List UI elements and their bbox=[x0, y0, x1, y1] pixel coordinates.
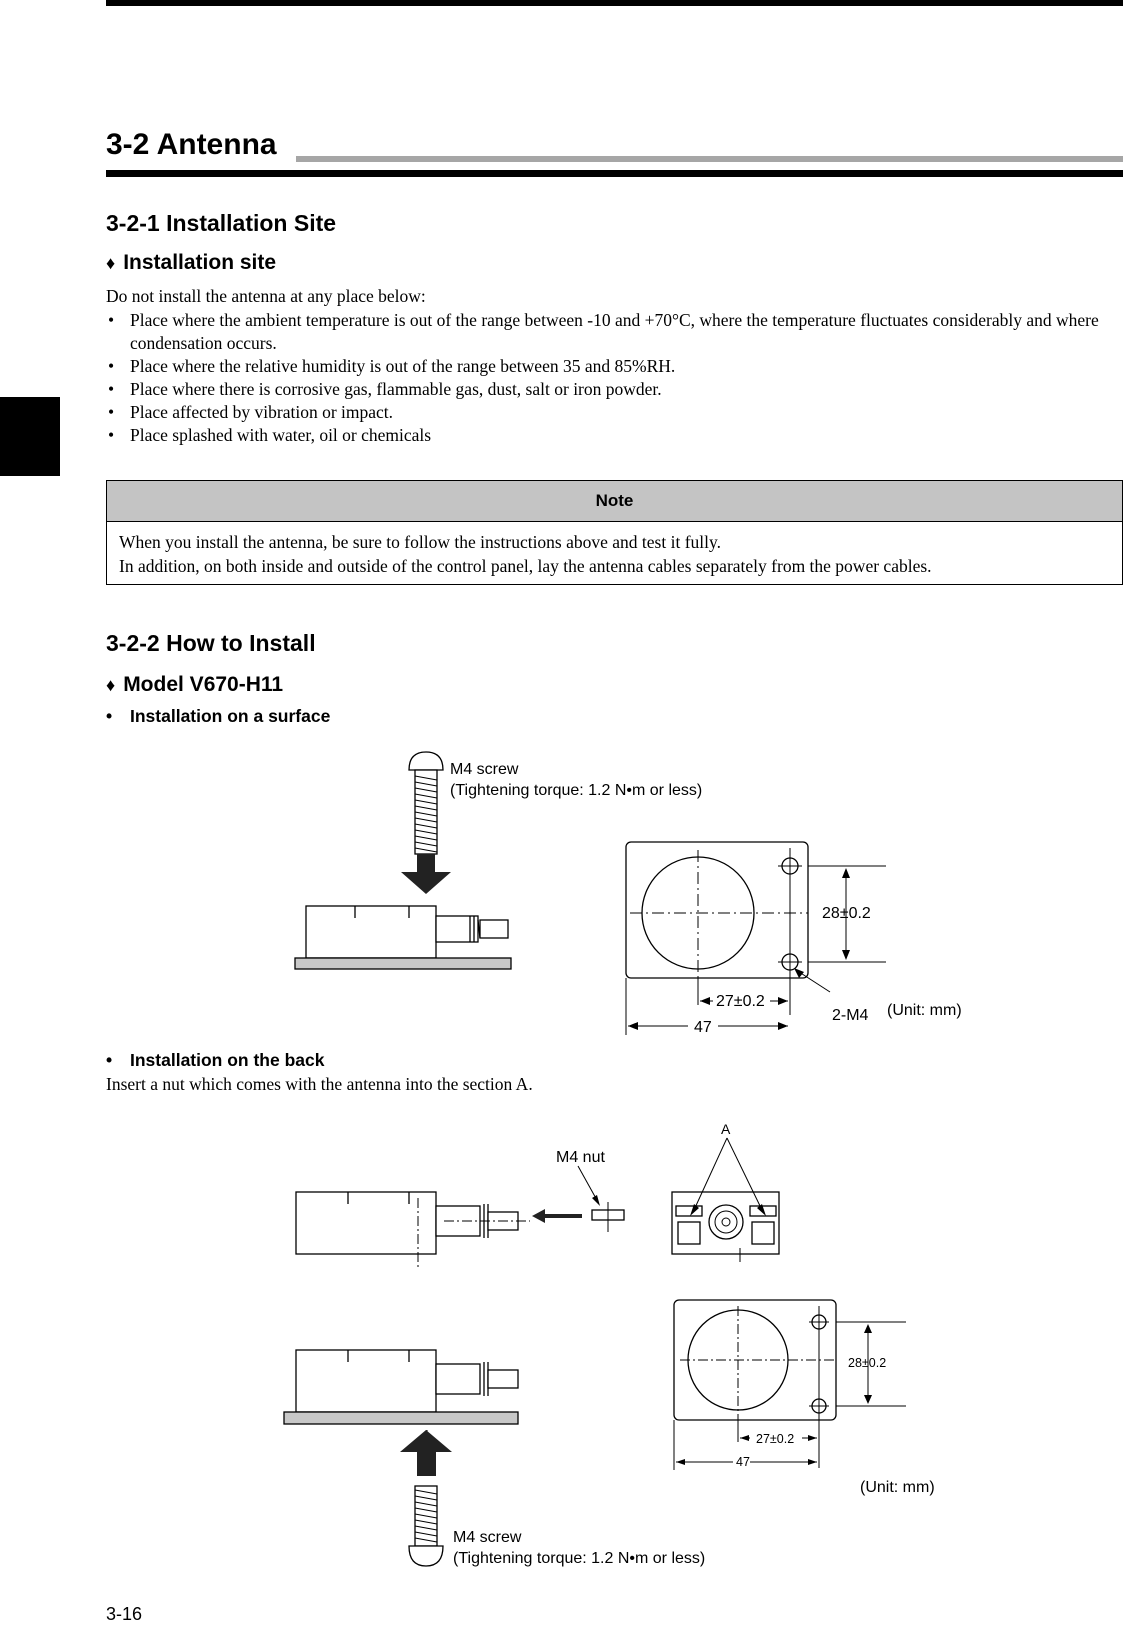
chapter-tab bbox=[0, 397, 60, 476]
top-rule bbox=[106, 0, 1123, 6]
model-label: Model V670-H11 bbox=[123, 673, 284, 696]
dim-width: 47 bbox=[694, 1019, 712, 1036]
back-text: Insert a nut which comes with the antenna into the section A. bbox=[106, 1074, 533, 1094]
mounting-plate-back bbox=[284, 1412, 518, 1424]
mounting-plate bbox=[295, 958, 511, 969]
surface-install-figure bbox=[0, 740, 1123, 1040]
nut-label: M4 nut bbox=[556, 1149, 605, 1166]
screw-label-back: M4 screw bbox=[453, 1529, 522, 1546]
list-item: • Place where the ambient temperature is out of the range between -10 and +70°C, where the temperature fluctuates considerably and where condensation occurs. bbox=[108, 310, 1099, 353]
antenna-top-view bbox=[626, 842, 808, 978]
up-arrow-icon bbox=[400, 1430, 452, 1476]
bullet-list bbox=[106, 309, 1123, 447]
antenna-body-side bbox=[306, 906, 436, 958]
unit-label-back: (Unit: mm) bbox=[860, 1479, 935, 1496]
dim-pitch-back: 27±0.2 bbox=[756, 1432, 795, 1446]
note-title: Note bbox=[107, 481, 1122, 522]
diamond-icon: ♦ bbox=[106, 675, 116, 695]
dim-pitch: 27±0.2 bbox=[716, 993, 765, 1010]
list-item: • Place where there is corrosive gas, flammable gas, dust, salt or iron powder. bbox=[108, 379, 662, 399]
surface-title: • Installation on a surface bbox=[106, 706, 331, 726]
torque-label-back: (Tightening torque: 1.2 N•m or less) bbox=[453, 1550, 706, 1567]
antenna-body-side-lower bbox=[296, 1350, 436, 1412]
screw-head bbox=[409, 752, 443, 770]
list-item: • Place splashed with water, oil or chemicals bbox=[108, 425, 432, 445]
list-item: • Place affected by vibration or impact. bbox=[108, 402, 394, 422]
subheading-model bbox=[106, 673, 283, 697]
note-body bbox=[107, 522, 1122, 578]
section-title-rule bbox=[296, 156, 1123, 162]
section-rule bbox=[106, 170, 1123, 177]
left-arrow-icon bbox=[532, 1209, 582, 1223]
list-item: • Place where the relative humidity is out of the range between 35 and 85%RH. bbox=[108, 356, 676, 376]
antenna-body-side-upper bbox=[296, 1192, 436, 1254]
connector-outline bbox=[709, 1205, 743, 1239]
note-line-1: When you install the antenna, be sure to follow the instructions above and test it fully. bbox=[119, 532, 721, 552]
section-title: 3-2 Antenna bbox=[106, 128, 277, 161]
heading-how-to-install: 3-2-2 How to Install bbox=[106, 630, 316, 656]
subheading-installation-site bbox=[106, 251, 276, 275]
intro-text: Do not install the antenna at any place below: bbox=[106, 286, 426, 306]
diamond-icon: ♦ bbox=[106, 253, 116, 273]
page-number: 3-16 bbox=[106, 1604, 143, 1624]
screw-head-back bbox=[409, 1546, 443, 1566]
note-line-2: In addition, on both inside and outside of the control panel, lay the antenna cables separately from the power cables. bbox=[119, 556, 932, 576]
unit-label: (Unit: mm) bbox=[887, 1002, 962, 1019]
back-install-figure bbox=[0, 1120, 1123, 1580]
dim-vertical: 28±0.2 bbox=[822, 905, 871, 922]
torque-label: (Tightening torque: 1.2 N•m or less) bbox=[450, 782, 703, 799]
antenna-cable-gland bbox=[436, 916, 478, 942]
hole-label: 2-M4 bbox=[832, 1007, 869, 1024]
dim-vertical-back: 28±0.2 bbox=[848, 1356, 887, 1370]
dim-width-back: 47 bbox=[736, 1455, 750, 1469]
screw-label: M4 screw bbox=[450, 761, 519, 778]
note-box bbox=[106, 480, 1123, 585]
heading-installation-site: 3-2-1 Installation Site bbox=[106, 210, 337, 236]
subheading-label: Installation site bbox=[123, 251, 277, 274]
antenna-cable bbox=[480, 920, 508, 938]
section-a-label: A bbox=[721, 1121, 731, 1137]
back-title: • Installation on the back bbox=[106, 1050, 325, 1070]
down-arrow-icon bbox=[401, 854, 451, 894]
